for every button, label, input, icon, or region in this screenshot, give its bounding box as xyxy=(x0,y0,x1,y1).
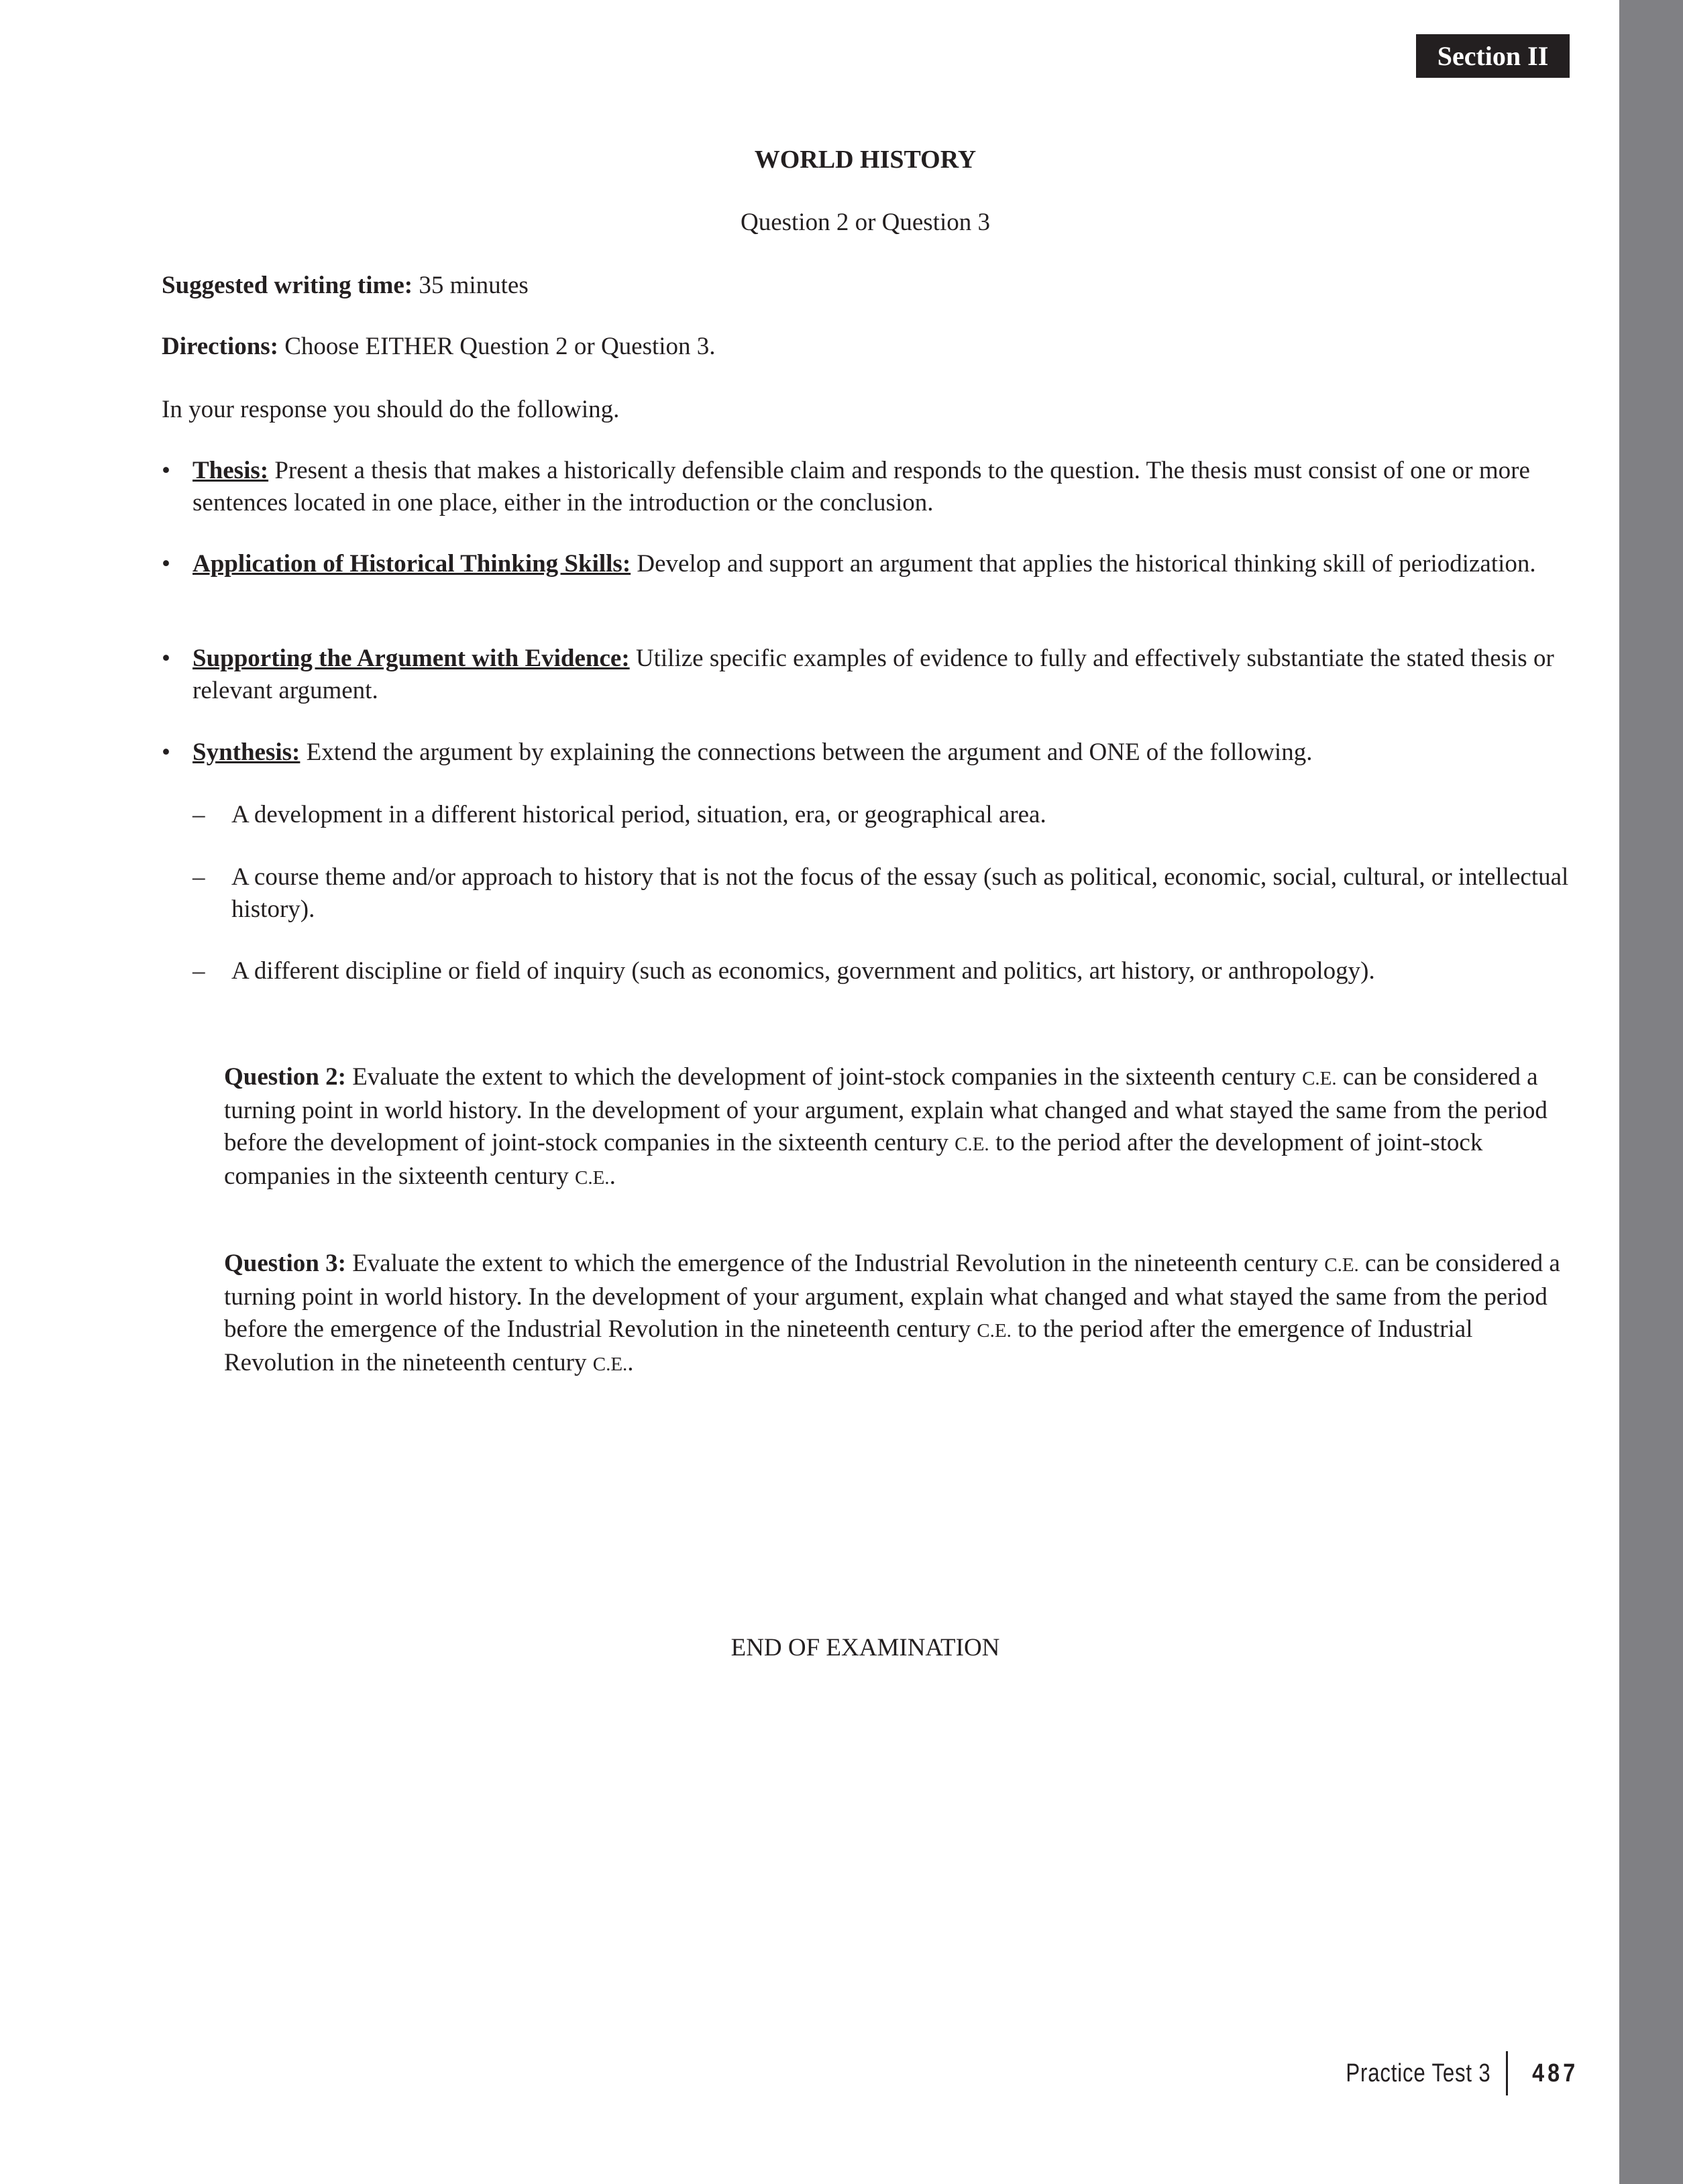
era-abbrev: C.E. xyxy=(1324,1254,1359,1276)
footer-divider xyxy=(1506,2051,1508,2095)
writing-time xyxy=(162,270,1570,302)
sub-item-text: A development in a different historical period, situation, era, or geographical area. xyxy=(231,801,1046,828)
bullet-text: Develop and support an argument that applies the historical thinking skill of periodization. xyxy=(631,550,1536,578)
writing-time-value: 35 minutes xyxy=(413,272,529,299)
era-abbrev: C.E. xyxy=(575,1167,610,1189)
bullet-text: Present a thesis that makes a historically defensible claim and responds to the question. The thesis must consist of one or more sentences located in one place, either in the introduction or the conclusion. xyxy=(193,457,1530,516)
bullet-icon: • xyxy=(162,457,170,484)
bullet-synthesis xyxy=(162,736,1570,769)
question-text: Evaluate the extent to which the development of joint-stock companies in the sixteenth century xyxy=(345,1063,1303,1091)
sub-item xyxy=(193,955,1574,987)
end-of-examination: END OF EXAMINATION xyxy=(730,1634,1000,1661)
bullet-icon: • xyxy=(162,550,170,578)
page-subtitle: Question 2 or Question 3 xyxy=(740,209,991,236)
sub-item xyxy=(193,861,1574,926)
page-footer xyxy=(1314,2051,1582,2095)
era-abbrev: C.E. xyxy=(977,1320,1012,1342)
sub-item-text: A different discipline or field of inquiry (such as economics, government and politics, art history, or anthropology). xyxy=(231,957,1375,985)
question-text: to the period after the emergence of Industrial Revolution in the nineteenth century xyxy=(224,1315,1473,1376)
bullet-label: Thesis: xyxy=(193,457,269,484)
sub-item xyxy=(193,799,1574,831)
dash-icon: – xyxy=(193,957,205,985)
question-text: to the period after the development of joint-stock companies in the sixteenth century xyxy=(224,1129,1483,1190)
sub-item-text: A course theme and/or approach to history that is not the focus of the essay (such as political, economic, social, cultural, or intellectual history). xyxy=(231,863,1569,923)
bullet-icon: • xyxy=(162,739,170,766)
bullet-label: Supporting the Argument with Evidence: xyxy=(193,645,630,672)
question-label: Question 2: xyxy=(224,1063,346,1091)
question-text: can be considered a turning point in world history. In the development of your argument, explain what changed and what stayed the same from the period before the development of joint-stock companies in the sixteenth century xyxy=(224,1063,1548,1156)
bullet-icon: • xyxy=(162,645,170,672)
question-2 xyxy=(224,1061,1566,1194)
dash-icon: – xyxy=(193,801,205,828)
question-3 xyxy=(224,1248,1566,1380)
section-label: Section II xyxy=(1416,34,1570,78)
directions-value: Choose EITHER Question 2 or Question 3. xyxy=(278,333,716,360)
bullet-label: Application of Historical Thinking Skills: xyxy=(193,550,631,578)
bullet-evidence xyxy=(162,643,1570,707)
question-label: Question 3: xyxy=(224,1250,346,1277)
directions-label: Directions: xyxy=(162,333,278,360)
bullet-application xyxy=(162,548,1570,580)
question-text: Evaluate the extent to which the emergence of the Industrial Revolution in the nineteenth century xyxy=(345,1250,1325,1277)
question-text: can be considered a turning point in world history. In the development of your argument, explain what changed and what stayed the same from the period before the emergence of the Industrial Revolution in the nineteenth century xyxy=(224,1250,1560,1343)
question-text: . xyxy=(627,1349,634,1376)
era-abbrev: C.E. xyxy=(955,1134,989,1155)
page-edge-tab xyxy=(1619,0,1683,2184)
bullet-label: Synthesis: xyxy=(193,739,301,766)
writing-time-label: Suggested writing time: xyxy=(162,272,413,299)
footer-label: Practice Test 3 xyxy=(1346,2059,1491,2087)
question-text: . xyxy=(609,1162,616,1190)
directions xyxy=(162,331,1570,363)
page-title: WORLD HISTORY xyxy=(754,146,977,174)
page-number: 487 xyxy=(1531,2059,1578,2087)
era-abbrev: C.E. xyxy=(592,1354,628,1375)
bullet-text: Extend the argument by explaining the connections between the argument and ONE of the following. xyxy=(300,739,1313,766)
era-abbrev: C.E. xyxy=(1302,1068,1337,1089)
bullet-text: Utilize specific examples of evidence to fully and effectively substantiate the stated thesis or relevant argument. xyxy=(193,645,1554,704)
intro-text: In your response you should do the following. xyxy=(162,396,620,423)
bullet-thesis xyxy=(162,455,1570,519)
dash-icon: – xyxy=(193,863,205,891)
